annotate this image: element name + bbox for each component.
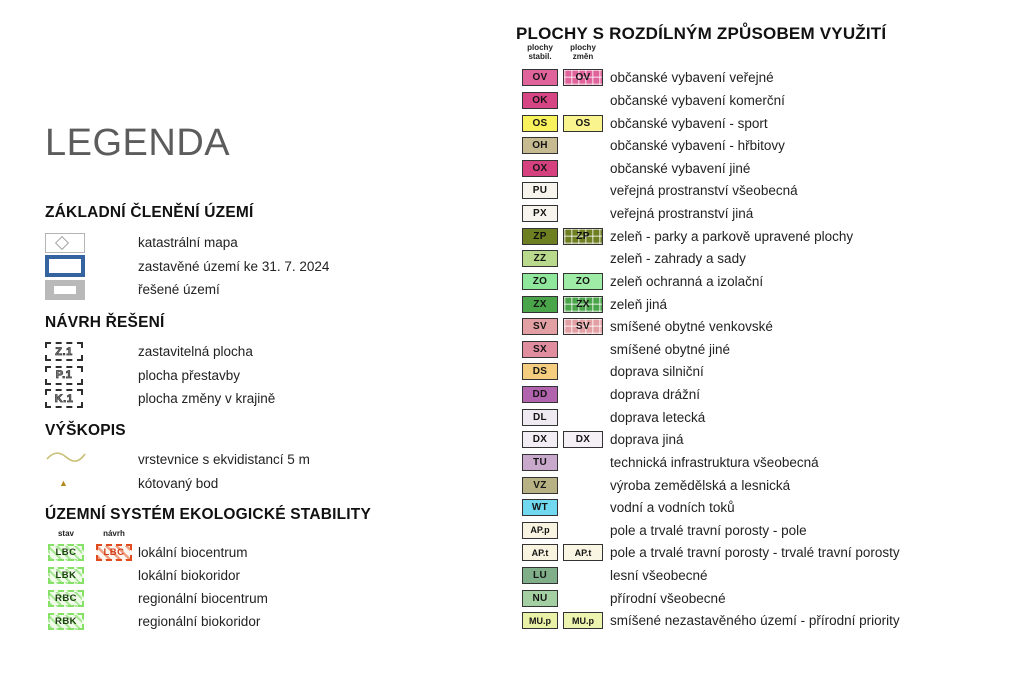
land-use-badge-stable: MU.p xyxy=(522,612,558,629)
land-use-label: vodní a vodních toků xyxy=(610,500,735,516)
land-use-label: zeleň jiná xyxy=(610,296,668,312)
uses-rows xyxy=(45,541,268,633)
uses-col-state: stav xyxy=(57,529,74,538)
land-use-label: výroba zemědělská a lesnická xyxy=(610,477,791,493)
land-use-row xyxy=(516,406,900,429)
land-use-label: lesní všeobecné xyxy=(610,568,708,584)
legend-label: zastavěné území ke 31. 7. 2024 xyxy=(138,258,330,274)
legend-row xyxy=(45,364,275,388)
land-use-label: občanské vybavení jiné xyxy=(610,160,751,176)
land-use-label: veřejná prostranství jiná xyxy=(610,206,754,222)
elevation-rows xyxy=(45,448,310,495)
cadastral-map-icon xyxy=(45,233,138,253)
legend-label: vrstevnice s ekvidistancí 5 m xyxy=(138,452,310,468)
col-header-change: plochy změn xyxy=(570,43,596,61)
land-use-badge-stable: PX xyxy=(522,205,558,222)
legend-row xyxy=(45,278,329,302)
land-use-badge-stable: TU xyxy=(522,454,558,471)
land-use-badge-stable: OS xyxy=(522,115,558,132)
land-use-row xyxy=(516,134,900,157)
landscape-change-badge: K.1 xyxy=(45,389,83,408)
land-use-label: občanské vybavení veřejné xyxy=(610,70,774,86)
solved-area-icon xyxy=(45,280,138,300)
land-use-badge-change: OS xyxy=(563,115,603,132)
land-use-row xyxy=(516,67,900,90)
uses-col-proposal: návrh xyxy=(103,529,125,538)
land-use-row xyxy=(516,610,900,633)
uses-state-badge: LBK xyxy=(48,567,84,584)
section-heading-elevation: VÝŠKOPIS xyxy=(45,422,126,439)
land-use-badge-change: ZO xyxy=(563,273,603,290)
land-use-row xyxy=(516,587,900,610)
land-use-badge-stable: VZ xyxy=(522,477,558,494)
land-use-badge-stable: OX xyxy=(522,160,558,177)
land-use-label: smíšené obytné jiné xyxy=(610,341,731,357)
col-header-stable: plochy stabil. xyxy=(527,43,553,61)
land-use-badge-stable: WT xyxy=(522,499,558,516)
legend-label: katastrální mapa xyxy=(138,235,238,251)
legend-label: regionální biocentrum xyxy=(138,591,268,606)
land-use-badge-stable: SV xyxy=(522,318,558,335)
land-use-label: doprava letecká xyxy=(610,409,706,425)
legend-right-column xyxy=(516,0,1021,675)
legend-row xyxy=(45,564,268,587)
legend-row xyxy=(45,340,275,364)
land-use-badge-change: ZX xyxy=(563,296,603,313)
legend-label: plocha přestavby xyxy=(138,367,241,383)
land-use-row xyxy=(516,542,900,565)
legend-label: lokální biocentrum xyxy=(138,545,248,560)
land-use-badge-stable: AP.p xyxy=(522,522,558,539)
land-use-row xyxy=(516,519,900,542)
land-use-badge-change: DX xyxy=(563,431,603,448)
land-use-badge-change: OV xyxy=(563,69,603,86)
contour-line-icon xyxy=(45,449,87,470)
land-use-badge-stable: OV xyxy=(522,69,558,86)
land-use-badge-stable: DX xyxy=(522,431,558,448)
uses-state-badge: RBK xyxy=(48,613,84,630)
land-use-title: PLOCHY S ROZDÍLNÝM ZPŮSOBEM VYUŽITÍ xyxy=(516,24,887,43)
land-use-row xyxy=(516,89,900,112)
land-use-row xyxy=(516,225,900,248)
legend-label: plocha změny v krajině xyxy=(138,391,276,407)
land-use-badge-stable: AP.t xyxy=(522,544,558,561)
land-use-label: zeleň ochranná a izolační xyxy=(610,273,764,289)
land-use-label: občanské vybavení komerční xyxy=(610,92,785,108)
land-use-badge-change: SV xyxy=(563,318,603,335)
land-use-row xyxy=(516,383,900,406)
land-use-badge-stable: LU xyxy=(522,567,558,584)
land-use-badge-stable: SX xyxy=(522,341,558,358)
elevation-point-icon: ▲ xyxy=(59,477,68,488)
land-use-label: doprava jiná xyxy=(610,432,684,448)
legend-label: zastavitelná plocha xyxy=(138,344,253,360)
land-use-label: veřejná prostranství všeobecná xyxy=(610,183,798,199)
land-use-label: občanské vybavení - sport xyxy=(610,115,768,131)
section-heading-basic-division: ZÁKLADNÍ ČLENĚNÍ ÚZEMÍ xyxy=(45,204,254,221)
built-up-area-icon xyxy=(45,255,138,277)
section-heading-proposal: NÁVRH ŘEŠENÍ xyxy=(45,314,165,331)
land-use-row xyxy=(516,338,900,361)
legend-label: kótovaný bod xyxy=(138,475,219,491)
land-use-badge-stable: OH xyxy=(522,137,558,154)
land-use-label: doprava silniční xyxy=(610,364,704,380)
legend-label: regionální biokoridor xyxy=(138,614,261,629)
land-use-badge-stable: PU xyxy=(522,182,558,199)
land-use-row xyxy=(516,564,900,587)
land-use-label: zeleň - zahrady a sady xyxy=(610,251,746,267)
land-use-badge-change: MU.p xyxy=(563,612,603,629)
land-use-badge-stable: DL xyxy=(522,409,558,426)
legend-left-column xyxy=(45,0,505,675)
uses-state-badge: LBC xyxy=(48,544,84,561)
land-use-row xyxy=(516,293,900,316)
land-use-row xyxy=(516,315,900,338)
land-use-row xyxy=(516,112,900,135)
land-use-badge-stable: ZX xyxy=(522,296,558,313)
land-use-row xyxy=(516,157,900,180)
basic-division-rows xyxy=(45,231,329,302)
land-use-badge-change: AP.t xyxy=(563,544,603,561)
legend-row xyxy=(45,541,268,564)
land-use-badge-stable: DS xyxy=(522,363,558,380)
land-use-badge-stable: ZP xyxy=(522,228,558,245)
land-use-row xyxy=(516,202,900,225)
legend-row xyxy=(45,255,329,279)
land-use-row xyxy=(516,429,900,452)
page-title: LEGENDA xyxy=(45,122,231,164)
developable-area-badge: Z.1 xyxy=(45,342,83,361)
legend-row xyxy=(45,610,268,633)
land-use-badge-stable: ZZ xyxy=(522,250,558,267)
land-use-label: pole a trvalé travní porosty - trvalé travní porosty xyxy=(610,545,900,561)
land-use-label: doprava drážní xyxy=(610,387,701,403)
legend-row xyxy=(45,387,275,411)
legend-row xyxy=(45,231,329,255)
land-use-row xyxy=(516,248,900,271)
section-heading-uses: ÚZEMNÍ SYSTÉM EKOLOGICKÉ STABILITY xyxy=(45,506,371,523)
land-use-badge-stable: OK xyxy=(522,92,558,109)
legend-label: řešené území xyxy=(138,282,220,298)
legend-row xyxy=(45,587,268,610)
land-use-label: technická infrastruktura všeobecná xyxy=(610,454,819,470)
land-use-label: zeleň - parky a parkově upravené plochy xyxy=(610,228,854,244)
land-use-badge-stable: NU xyxy=(522,590,558,607)
land-use-row xyxy=(516,496,900,519)
land-use-label: pole a trvalé travní porosty - pole xyxy=(610,522,807,538)
land-use-label: smíšené obytné venkovské xyxy=(610,319,773,335)
redevelopment-area-badge: P.1 xyxy=(45,366,83,385)
legend-row xyxy=(45,472,310,496)
land-use-row xyxy=(516,451,900,474)
land-use-badge-stable: DD xyxy=(522,386,558,403)
land-use-label: smíšené nezastavěného území - přírodní priority xyxy=(610,613,900,629)
land-use-label: občanské vybavení - hřbitovy xyxy=(610,138,785,154)
land-use-badge-stable: ZO xyxy=(522,273,558,290)
land-use-rows xyxy=(516,67,900,633)
uses-proposal-badge: LBC xyxy=(96,544,132,561)
uses-state-badge: RBC xyxy=(48,590,84,607)
land-use-row xyxy=(516,180,900,203)
land-use-row xyxy=(516,270,900,293)
proposal-rows xyxy=(45,340,275,411)
legend-row xyxy=(45,448,310,472)
land-use-row xyxy=(516,361,900,384)
legend-label: lokální biokoridor xyxy=(138,568,241,583)
land-use-badge-change: ZP xyxy=(563,228,603,245)
land-use-row xyxy=(516,474,900,497)
land-use-label: přírodní všeobecné xyxy=(610,590,726,606)
